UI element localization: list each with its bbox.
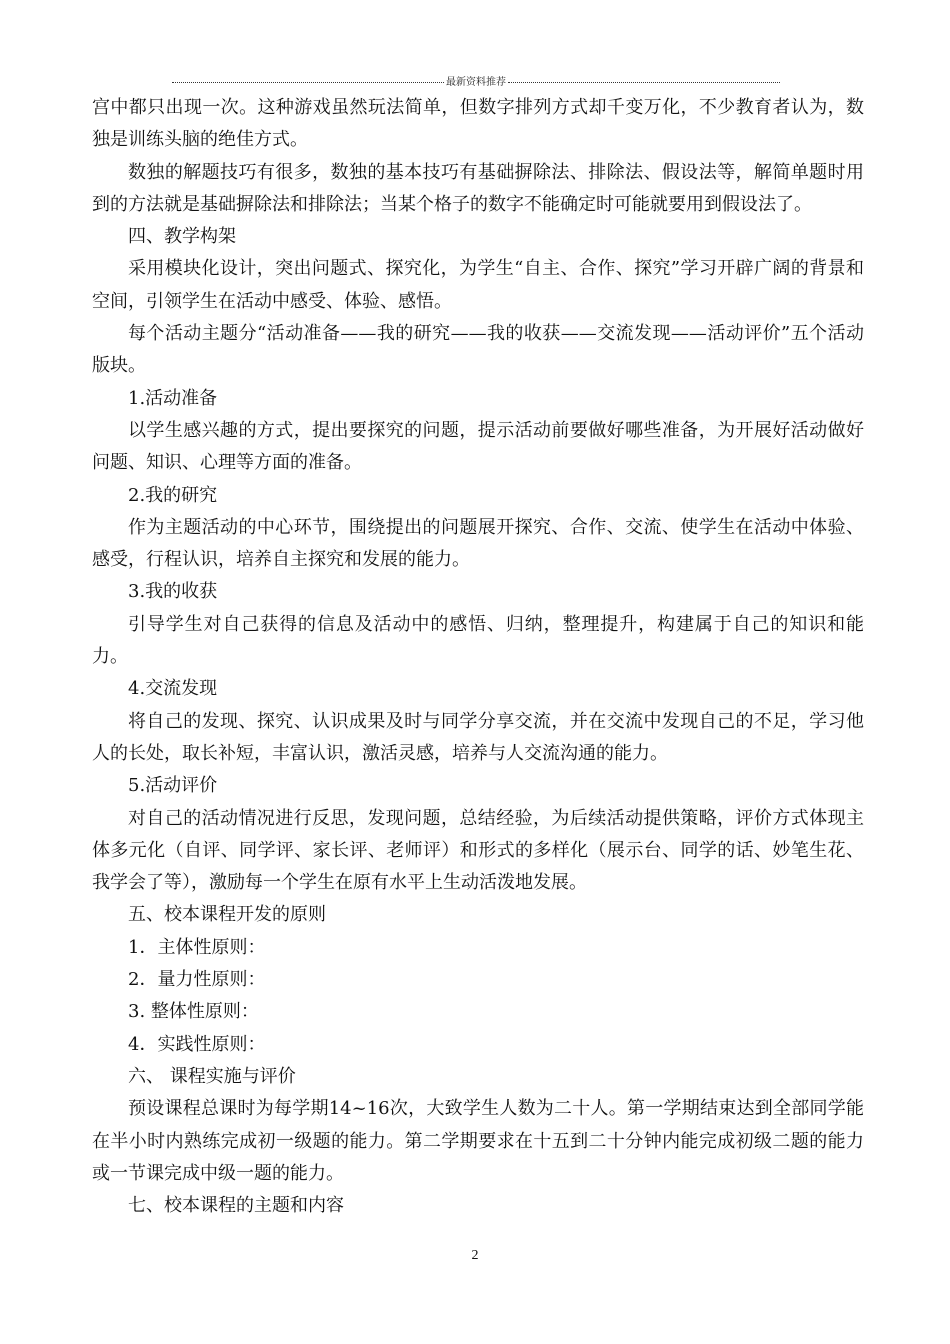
page-header xyxy=(172,72,780,88)
section-heading: 六、 课程实施与评价 xyxy=(128,1065,296,1087)
section-heading: 四、教学构架 xyxy=(128,226,236,248)
header-dots-left xyxy=(172,82,444,83)
paragraph: 宫中都只出现一次。这种游戏虽然玩法简单，但数字排列方式却千变万化，不少教育者认为，数独是训练头脑的绝佳方式。 xyxy=(92,97,864,151)
paragraph: 每个活动主题分“活动准备——我的研究——我的收获——交流发现——活动评价”五个活动版块。 xyxy=(92,323,864,377)
list-item: 4．实践性原则： xyxy=(128,1033,266,1055)
subsection-heading: 4.交流发现 xyxy=(128,678,218,700)
header-dots-right xyxy=(508,82,780,83)
list-item: 2．量力性原则： xyxy=(128,969,266,991)
page-number: 2 xyxy=(471,1248,479,1263)
document-body xyxy=(92,92,864,1222)
list-item: 3. 整体性原则： xyxy=(128,1001,259,1023)
paragraph: 将自己的发现、探究、认识成果及时与同学分享交流，并在交流中发现自己的不足，学习他人的长处，取长补短，丰富认识，激活灵感，培养与人交流沟通的能力。 xyxy=(92,710,864,764)
paragraph: 引导学生对自己获得的信息及活动中的感悟、归纳，整理提升，构建属于自己的知识和能力。 xyxy=(92,613,864,668)
paragraph: 预设课程总课时为每学期14~16次，大致学生人数为二十人。第一学期结束达到全部同学能在半小时内熟练完成初一级题的能力。第二学期要求在十五到二十分钟内能完成初级二题的能力或一节课完成中级一题的能力。 xyxy=(92,1098,864,1184)
paragraph: 采用模块化设计，突出问题式、探究化，为学生“自主、合作、探究”学习开辟广阔的背景和空间，引领学生在活动中感受、体验、感悟。 xyxy=(92,258,864,312)
list-item: 1．主体性原则： xyxy=(128,936,266,958)
header-title: 最新资料推荐 xyxy=(446,76,506,88)
subsection-heading: 2.我的研究 xyxy=(128,484,218,506)
paragraph: 数独的解题技巧有很多，数独的基本技巧有基础摒除法、排除法、假设法等，解简单题时用到的方法就是基础摒除法和排除法；当某个格子的数字不能确定时可能就要用到假设法了。 xyxy=(92,161,864,215)
subsection-heading: 5.活动评价 xyxy=(128,775,218,797)
paragraph: 对自己的活动情况进行反思，发现问题，总结经验，为后续活动提供策略，评价方式体现主体多元化（自评、同学评、家长评、老师评）和形式的多样化（展示台、同学的话、妙笔生花、我学会了等），激励每一个学生在原有水平上生动活泼地发展。 xyxy=(92,807,864,894)
section-heading: 七、校本课程的主题和内容 xyxy=(128,1195,344,1217)
subsection-heading: 3.我的收获 xyxy=(128,581,218,603)
subsection-heading: 1.活动准备 xyxy=(128,387,218,409)
paragraph: 作为主题活动的中心环节，围绕提出的问题展开探究、合作、交流、使学生在活动中体验、感受，行程认识，培养自主探究和发展的能力。 xyxy=(92,516,864,571)
paragraph: 以学生感兴趣的方式，提出要探究的问题，提示活动前要做好哪些准备，为开展好活动做好问题、知识、心理等方面的准备。 xyxy=(92,419,864,474)
section-heading: 五、校本课程开发的原则 xyxy=(128,904,326,926)
